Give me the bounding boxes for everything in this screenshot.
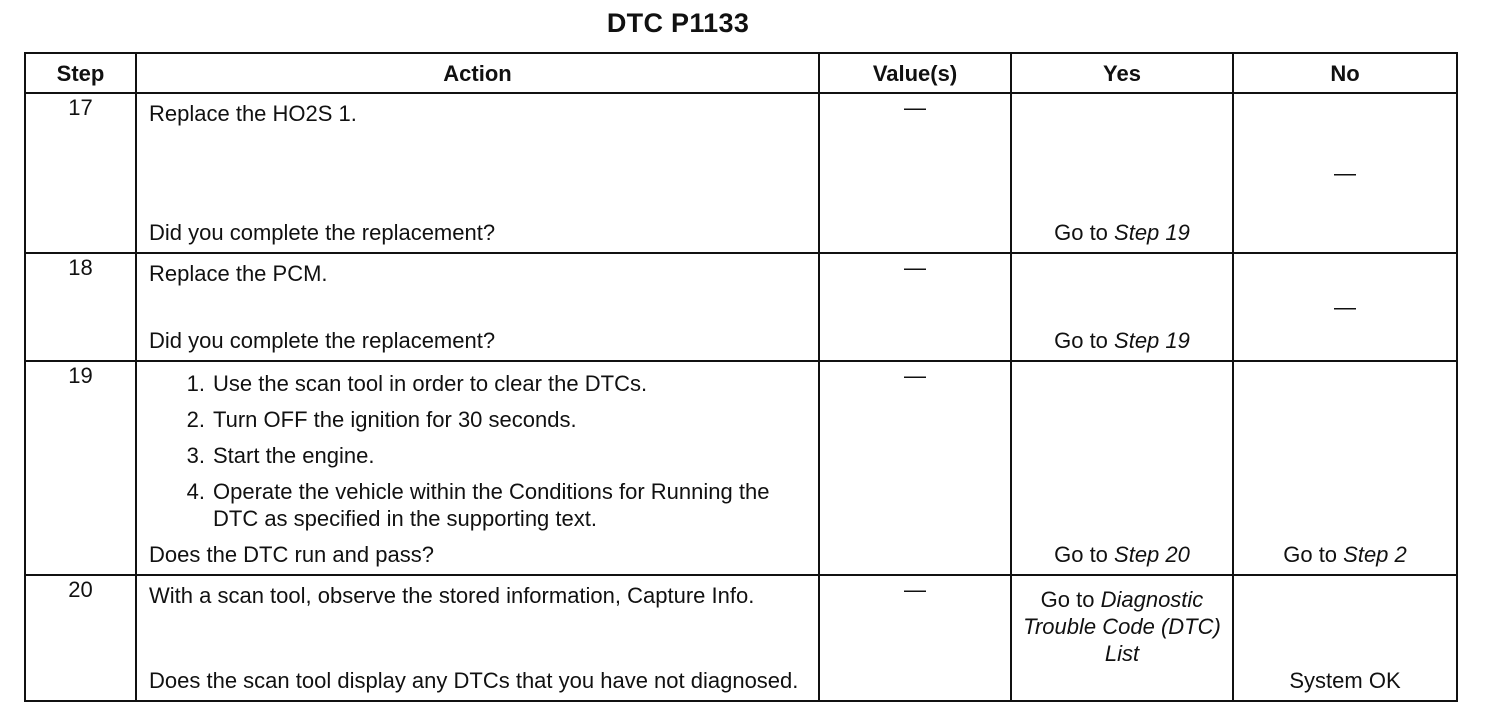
header-step: Step bbox=[25, 53, 136, 93]
no-value: System OK bbox=[1289, 668, 1401, 693]
no-cell bbox=[1233, 93, 1457, 253]
header-values: Value(s) bbox=[819, 53, 1011, 93]
yes-link[interactable] bbox=[1012, 586, 1232, 667]
value-cell: — bbox=[819, 575, 1011, 701]
yes-cell bbox=[1011, 93, 1233, 253]
table-row bbox=[25, 575, 1457, 701]
header-no: No bbox=[1233, 53, 1457, 93]
value-cell: — bbox=[819, 361, 1011, 575]
table-row bbox=[25, 361, 1457, 575]
page-title: DTC P1133 bbox=[606, 8, 750, 38]
yes-cell bbox=[1011, 361, 1233, 575]
action-question: Does the scan tool display any DTCs that you have not diagnosed. bbox=[149, 668, 799, 693]
list-item bbox=[149, 442, 808, 469]
yes-cell bbox=[1011, 575, 1233, 701]
yes-prefix: Go to bbox=[1054, 220, 1115, 245]
action-cell bbox=[136, 253, 819, 361]
header-yes: Yes bbox=[1011, 53, 1233, 93]
list-text: Start the engine. bbox=[213, 443, 375, 468]
list-text: Use the scan tool in order to clear the DTCs. bbox=[213, 371, 648, 396]
table-row bbox=[25, 253, 1457, 361]
no-target: Step 2 bbox=[1343, 542, 1407, 567]
action-instruction: With a scan tool, observe the stored information, Capture Info. bbox=[149, 583, 755, 608]
yes-link[interactable] bbox=[1012, 541, 1232, 568]
yes-link[interactable] bbox=[1012, 219, 1232, 246]
action-cell bbox=[136, 361, 819, 575]
list-number: 1. bbox=[186, 371, 205, 396]
list-text: Turn OFF the ignition for 30 seconds. bbox=[213, 407, 577, 432]
no-prefix: Go to bbox=[1283, 542, 1344, 567]
list-number: 2. bbox=[186, 407, 205, 432]
table-row bbox=[25, 93, 1457, 253]
action-question: Did you complete the replacement? bbox=[149, 328, 496, 353]
yes-target: Diagnostic Trouble Code (DTC) List bbox=[1023, 587, 1221, 666]
no-cell bbox=[1233, 361, 1457, 575]
no-link[interactable] bbox=[1234, 541, 1456, 568]
action-instruction: Replace the PCM. bbox=[149, 261, 328, 286]
action-question: Does the DTC run and pass? bbox=[149, 542, 434, 567]
diagnostic-table bbox=[24, 52, 1458, 702]
no-cell bbox=[1233, 253, 1457, 361]
list-item bbox=[149, 370, 808, 397]
action-step-list bbox=[149, 370, 808, 541]
action-instruction: Replace the HO2S 1. bbox=[149, 101, 357, 126]
list-number: 3. bbox=[186, 443, 205, 468]
list-number: 4. bbox=[186, 479, 205, 504]
action-cell bbox=[136, 575, 819, 701]
header-row bbox=[25, 53, 1457, 93]
step-number: 17 bbox=[25, 93, 136, 253]
yes-link[interactable] bbox=[1012, 327, 1232, 354]
yes-prefix: Go to bbox=[1040, 587, 1101, 612]
action-question: Did you complete the replacement? bbox=[149, 220, 496, 245]
step-number: 18 bbox=[25, 253, 136, 361]
step-number: 19 bbox=[25, 361, 136, 575]
list-item bbox=[149, 478, 808, 532]
yes-target: Step 20 bbox=[1114, 542, 1190, 567]
yes-cell bbox=[1011, 253, 1233, 361]
list-text: Operate the vehicle within the Conditions for Running the DTC as specified in the supporting text. bbox=[213, 479, 770, 531]
list-item bbox=[149, 406, 808, 433]
no-value: — bbox=[1334, 160, 1356, 186]
value-cell: — bbox=[819, 93, 1011, 253]
yes-target: Step 19 bbox=[1114, 220, 1190, 245]
yes-target: Step 19 bbox=[1114, 328, 1190, 353]
no-cell bbox=[1233, 575, 1457, 701]
action-cell bbox=[136, 93, 819, 253]
value-cell: — bbox=[819, 253, 1011, 361]
header-action: Action bbox=[136, 53, 819, 93]
step-number: 20 bbox=[25, 575, 136, 701]
yes-prefix: Go to bbox=[1054, 542, 1115, 567]
yes-prefix: Go to bbox=[1054, 328, 1115, 353]
no-value: — bbox=[1334, 294, 1356, 320]
